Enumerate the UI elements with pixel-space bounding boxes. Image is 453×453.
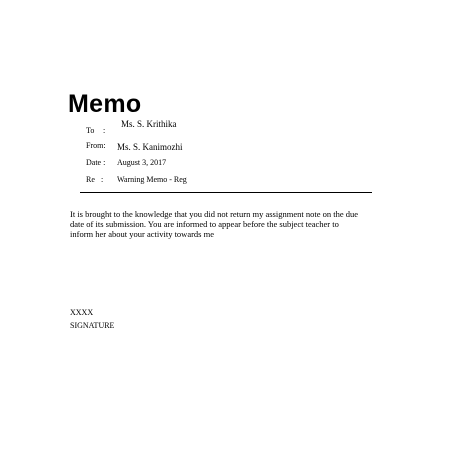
body-line: inform her about your activity towards me xyxy=(70,229,214,239)
date-label: Date : xyxy=(86,158,106,167)
body-line: date of its submission. You are informed to appear before the subject teacher to xyxy=(70,219,339,229)
re-label: Re xyxy=(86,175,95,184)
re-separator: : xyxy=(101,175,104,184)
signature-label: SIGNATURE xyxy=(70,321,115,330)
to-value: Ms. S. Krithika xyxy=(121,119,177,129)
to-label: To xyxy=(86,126,95,135)
memo-body xyxy=(70,209,388,239)
header-divider xyxy=(80,192,372,193)
body-line: It is brought to the knowledge that you did not return my assignment note on the due xyxy=(70,209,359,219)
date-value: August 3, 2017 xyxy=(117,158,167,167)
to-separator: : xyxy=(103,126,106,135)
from-label: From: xyxy=(86,141,106,150)
closing-name: XXXX xyxy=(70,308,94,317)
re-value: Warning Memo - Reg xyxy=(117,175,187,184)
from-value: Ms. S. Kanimozhi xyxy=(117,142,183,152)
memo-title: Memo xyxy=(68,90,142,118)
